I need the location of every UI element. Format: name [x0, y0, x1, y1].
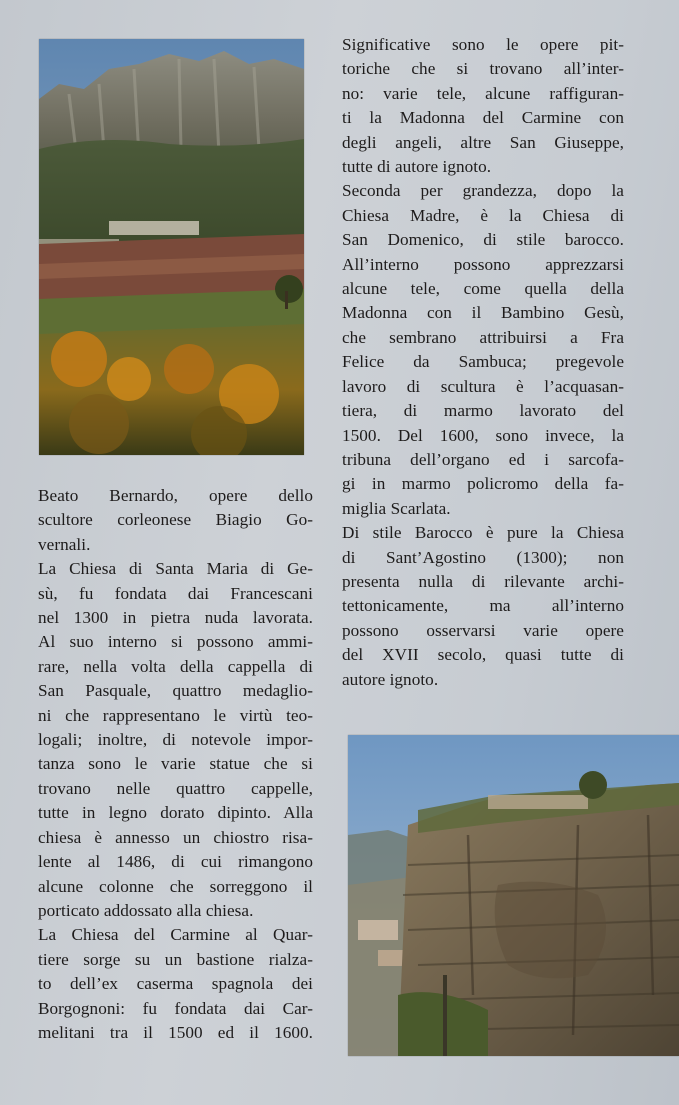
- text-line: San Pasquale, quattro medaglio-: [38, 681, 313, 701]
- rocky-bastion-illustration: [348, 735, 679, 1056]
- text-line: miglia Scarlata.: [342, 498, 451, 518]
- text-line: 1500. Del 1600, sono invece, la: [342, 425, 624, 445]
- text-line: possono osservarsi varie opere: [342, 620, 624, 640]
- text-line: degli angeli, altre San Giuseppe,: [342, 132, 624, 152]
- text-line: di Sant’Agostino (1300); non: [342, 547, 624, 567]
- text-line: alcune colonne che sorreggono il: [38, 876, 313, 896]
- text-line: tiere sorge su un bastione rialza-: [38, 949, 313, 969]
- text-line: La Chiesa di Santa Maria di Ge-: [38, 559, 313, 579]
- text-line: tutte di autore ignoto.: [342, 157, 492, 177]
- text-line: La Chiesa del Carmine al Quar-: [38, 925, 313, 945]
- text-line: Borgognoni: fu fondata dai Car-: [38, 998, 313, 1018]
- text-line: to dell’ex caserma spagnola dei: [38, 974, 313, 994]
- text-line: scultore corleonese Biagio Go-: [38, 510, 313, 530]
- right-text-column: [342, 33, 624, 692]
- text-line: All’interno possono apprezzarsi: [342, 254, 624, 274]
- text-line: melitani tra il 1500 ed il 1600.: [38, 1022, 313, 1042]
- left-text-column: [38, 484, 313, 1045]
- text-line: Di stile Barocco è pure la Chiesa: [342, 523, 624, 543]
- text-line: Beato Bernardo, opere dello: [38, 486, 313, 505]
- text-line: nel 1300 in pietra nuda lavorata.: [38, 608, 313, 628]
- text-line: autore ignoto.: [342, 669, 439, 689]
- text-line: chiesa è annesso un chiostro risa-: [38, 827, 313, 847]
- text-line: Seconda per grandezza, dopo la: [342, 181, 624, 201]
- text-line: lente al 1486, di cui rimangono: [38, 852, 313, 872]
- text-line: ni che rappresentano le virtù teo-: [38, 705, 313, 725]
- text-line: tiera, di marmo lavorato del: [342, 401, 624, 421]
- text-line: lavoro di scultura è l’acquasan-: [342, 376, 624, 396]
- text-line: Chiesa Madre, è la Chiesa di: [342, 205, 624, 225]
- text-line: Significative sono le opere pit-: [342, 35, 624, 54]
- text-line: porticato addossato alla chiesa.: [38, 900, 254, 920]
- text-line: Madonna con il Bambino Gesù,: [342, 303, 624, 323]
- text-line: toriche che si trovano all’inter-: [342, 59, 624, 79]
- text-line: tutte in legno dorato dipinto. Alla: [38, 803, 313, 823]
- text-line: alcune tele, come quella della: [342, 279, 624, 299]
- text-line: logali; inoltre, di notevole impor-: [38, 730, 313, 750]
- text-line: Felice da Sambuca; pregevole: [342, 352, 624, 372]
- text-line: tanza sono le varie statue che si: [38, 754, 313, 774]
- mountain-landscape-illustration: [39, 39, 304, 455]
- text-line: gi in marmo policromo della fa-: [342, 474, 624, 494]
- text-line: vernali.: [38, 534, 91, 554]
- text-line: Al suo interno si possono ammi-: [38, 632, 313, 652]
- text-line: no: varie tele, alcune raffiguran-: [342, 83, 624, 103]
- rocky-bastion-photo: [348, 735, 679, 1056]
- text-line: presenta nulla di rilevante archi-: [342, 571, 624, 591]
- mountain-landscape-photo: [39, 39, 304, 455]
- text-line: San Domenico, di stile barocco.: [342, 230, 624, 250]
- text-line: ti la Madonna del Carmine con: [342, 108, 624, 128]
- text-line: trovano nelle quattro cappelle,: [38, 778, 313, 798]
- text-line: rare, nella volta della cappella di: [38, 656, 313, 676]
- text-line: sù, fu fondata dai Francescani: [38, 583, 313, 603]
- text-line: tribuna dell’organo ed i sarcofa-: [342, 449, 624, 469]
- text-line: che sembrano attribuirsi a Fra: [342, 327, 624, 347]
- text-line: tettonicamente, ma all’interno: [342, 596, 624, 616]
- text-line: del XVII secolo, quasi tutte di: [342, 645, 624, 665]
